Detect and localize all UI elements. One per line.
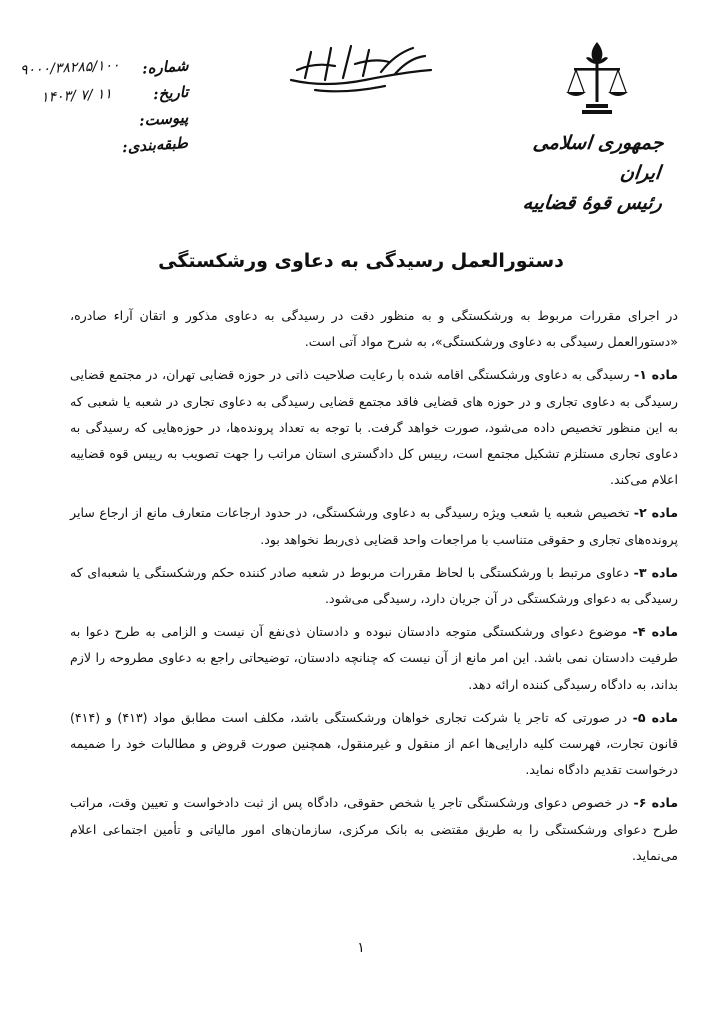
article-label: ماده ۴- — [632, 624, 678, 640]
meta-number-row — [8, 58, 188, 84]
meta-date-row — [8, 84, 188, 110]
article-1 — [70, 362, 678, 493]
issuer-block — [502, 128, 665, 218]
basmala-calligraphy — [285, 40, 435, 96]
intro-paragraph: در اجرای مقررات مربوط به ورشکستگی و به منظور دقت در رسیدگی به دعاوی مذکور و اتقان آراء صادره، «دستورالعمل رسیدگی به دعاوی ورشکستگی»، به شرح مواد آتی است. — [70, 308, 678, 350]
article-label: ماده ۳- — [633, 564, 678, 580]
article-text: در صورتی که تاجر یا شرکت تجاری خواهان ورشکستگی باشد، مکلف است مطابق مواد (۴۱۳) و (۴۱۴) قانون تجارت، فهرست کلیه دارایی‌ها اعم از منقول و غیرمنقول، همچنین صورت قروض و مطالبات خود را ضمیمه درخواست تقدیم دادگاه نماید. — [70, 709, 678, 778]
iran-emblem-scales-icon — [562, 38, 632, 120]
letter-meta — [8, 58, 188, 162]
article-4 — [70, 619, 678, 698]
meta-attachment-row — [8, 110, 188, 136]
number-label: شماره: — [140, 56, 189, 78]
article-text: تخصیص شعبه یا شعب ویژه رسیدگی به دعاوی ورشکستگی، در حدود ارجاعات متعارف مانع از ارجاع سایر پرونده‌های تجاری و حقوقی متناسب با مراجعات واحد قضایی ذی‌ربط نخواهد بود. — [70, 505, 678, 547]
attachment-label: پیوست: — [138, 108, 189, 130]
article-text: دعاوی مرتبط با ورشکستگی با لحاظ مقررات مربوط در شعبه صادر کننده حکم ورشکستگی یا شعبه‌ای که رسیدگی به دعوای ورشکستگی در آن جریان دارد، رسیدگی می‌شود. — [70, 564, 678, 607]
country-name: جمهوری اسلامی ایران — [531, 132, 665, 184]
document-title: دستورالعمل رسیدگی به دعاوی ورشکستگی — [158, 250, 564, 272]
article-2 — [70, 500, 678, 552]
article-label: ماده ۲- — [633, 505, 678, 521]
article-text: موضوع دعوای ورشکستگی متوجه دادستان نبوده و دادستان ذی‌نفع آن نیست و الزامی به طرح دعوا به طرفیت دادستان نمی باشد. این امر مانع از آن نیست که چنانچه دادستان، توضیحاتی راجع به دعاوی مطروحه را لازم بداند، به دادگاه رسیدگی کننده ارائه دهد. — [70, 624, 678, 692]
document-body — [70, 303, 678, 876]
article-5 — [70, 705, 678, 784]
article-label: ماده ۱- — [633, 367, 679, 383]
article-3 — [70, 560, 678, 612]
article-label: ماده ۶- — [633, 795, 678, 811]
date-value: ۱۴۰۳/ ۷/ ۱۱ — [40, 86, 113, 106]
date-label: تاریخ: — [152, 82, 189, 104]
article-text: رسیدگی به دعاوی ورشکستگی اقامه شده با رعایت صلاحیت ذاتی در حوزه قضایی تهران، در مجتمع قضایی رسیدگی به دعاوی تجاری و در حوزه های قضایی فاقد مجتمع قضایی رسیدگی به دعاوی تجاری در شعبه یا شعبی که به این منظور تخصیص داده می‌شود، صورت خواهد گرفت. با توجه به تعداد پرونده‌ها، در حوزه‌هایی که رسیدگی به دعاوی تجاری مستلزم تشکیل مجتمع است، رییس کل دادگستری استان مراتب را جهت تصویب به رییس قوه قضاییه اعلام می‌کند. — [70, 367, 678, 488]
meta-classification-row — [8, 133, 189, 162]
page-number: ۱ — [357, 940, 365, 956]
classification-label: طبقه‌بندی: — [121, 133, 189, 157]
issuer-title: رئیس قوهٔ قضاییه — [521, 192, 664, 214]
article-text: در خصوص دعوای ورشکستگی تاجر یا شخص حقوقی، دادگاه پس از ثبت دادخواست و تعیین وقت، مراتب طرح دعوای ورشکستگی را به طریق مقتضی به بانک مرکزی، سازمان‌های امور مالیاتی و تأمین اجتماعی اعلام می‌نماید. — [70, 795, 678, 863]
article-6 — [70, 790, 678, 869]
number-value: ۹۰۰۰/۳۸۲۸۵/۱۰۰ — [19, 57, 121, 79]
article-label: ماده ۵- — [632, 709, 678, 725]
